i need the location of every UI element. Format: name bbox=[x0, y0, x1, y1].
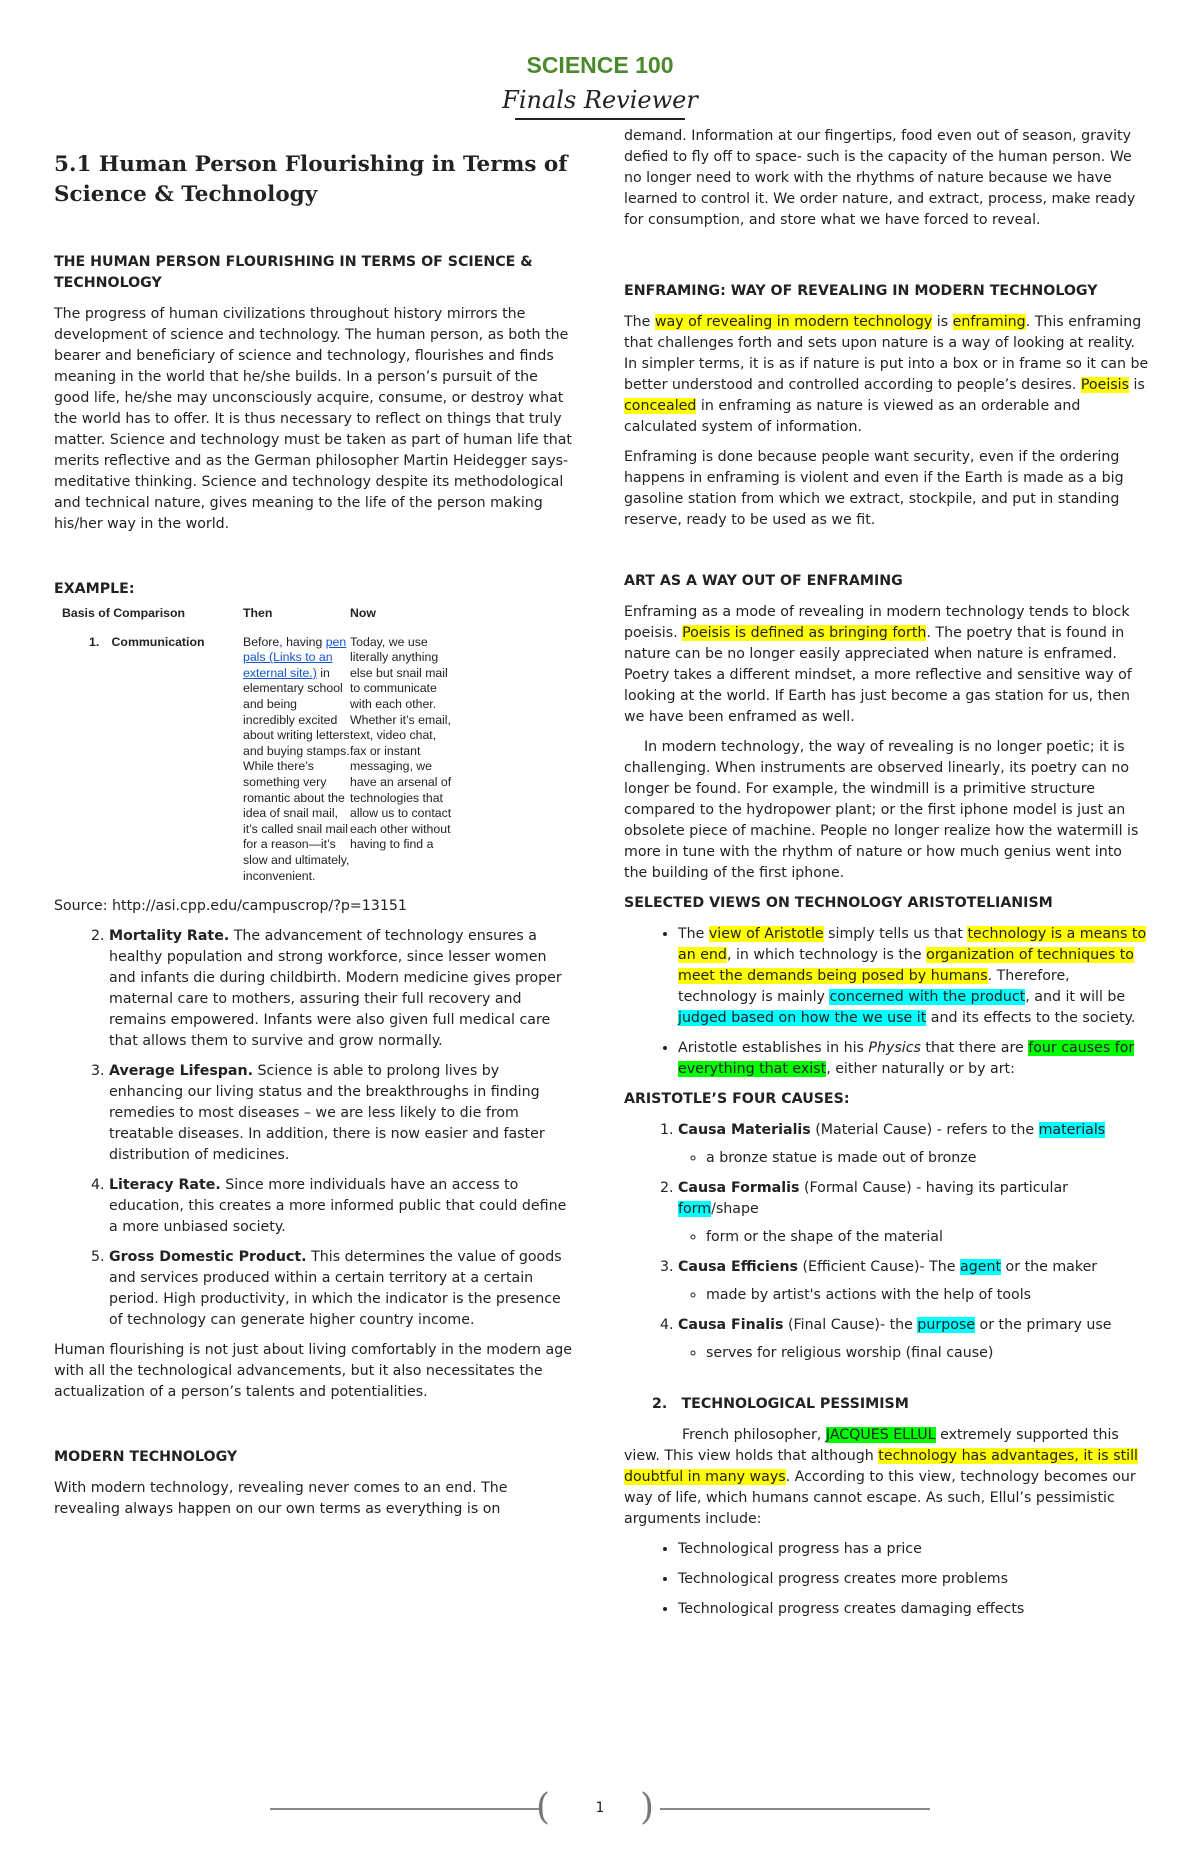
paragraph: The way of revealing in modern technology is enframing. This enframing that challenges forth and sets upon nature is a way of looking at reality. In simpler terms, it is as if nature is put into a box or in frame so it can be better understood and controlled according to people’s desires. Poeisis is concealed in enframing as nature is viewed as an orderable and calculated system of information. bbox=[624, 314, 1149, 435]
footer-bracket-left: ( bbox=[536, 1787, 551, 1828]
highlight: four causes for everything that exist bbox=[678, 1040, 1135, 1077]
page-number: 1 bbox=[595, 1800, 605, 1816]
highlight: view of Aristotle bbox=[708, 926, 824, 942]
highlight: purpose bbox=[917, 1317, 976, 1333]
footer-bracket-right: ) bbox=[640, 1787, 655, 1828]
section-heading: ENFRAMING: WAY OF REVEALING IN MODERN TECHNOLOGY bbox=[624, 283, 1098, 299]
list-item: • Technological progress creates damaging effects bbox=[678, 1599, 1149, 1620]
list-item: 3. Causa Efficiens (Efficient Cause)- The agent or the maker ◦ made by artist's actions with the help of tools bbox=[678, 1257, 1149, 1306]
sub-list-item: ◦ serves for religious worship (final cause) bbox=[706, 1343, 1149, 1364]
pessimism-list bbox=[624, 1539, 1149, 1620]
sub-list bbox=[678, 1285, 1149, 1306]
list-item-text: The advancement of technology ensures a healthy population and strong workforce, since lesser women and infants die during childbirth. Modern medicine gives proper maternal care to mothers, assuring their full recovery and remains empowered. Infants were also given full medical care that allows them to survive and grow normally. bbox=[109, 928, 562, 1050]
list-item-title: Average Lifespan. bbox=[109, 1063, 253, 1080]
reviewer-subtitle: Finals Reviewer bbox=[502, 86, 698, 114]
list-item-title: Gross Domestic Product. bbox=[109, 1249, 307, 1266]
list-item-title: Mortality Rate. bbox=[109, 928, 230, 945]
sub-list bbox=[678, 1343, 1149, 1364]
table-cell-text: in elementary school and being incredibly excited about writing letters and buying stamps. While there’s something very romantic about the idea of snail mail, it’s called snail mail for a reason—it’s slow and ultimately, inconvenient. bbox=[243, 665, 350, 883]
table-header-cell: Basis of Comparison bbox=[62, 606, 185, 620]
highlight: concerned with the product bbox=[829, 989, 1026, 1005]
highlight: concealed bbox=[624, 398, 697, 414]
list-item bbox=[109, 1247, 574, 1331]
left-column bbox=[54, 126, 574, 1529]
list-item bbox=[109, 1175, 574, 1238]
list-item-text: Since more individuals have an access to education, this creates a more informed public that could define a more unbiased society. bbox=[109, 1177, 567, 1236]
table-cell-then bbox=[243, 635, 350, 885]
highlight: materials bbox=[1038, 1122, 1106, 1138]
views-list bbox=[624, 924, 1149, 1080]
example-heading: EXAMPLE: bbox=[54, 581, 135, 597]
paragraph: Enframing is done because people want security, even if the ordering happens in enframing is violent and even if the Earth is made as a big gasoline station from which we extract, stockpile, and put in standing reserve, ready to be used as we fit. bbox=[624, 449, 1124, 528]
list-item: 1. Causa Materialis (Material Cause) - refers to the materials ◦ a bronze statue is made out of bronze bbox=[678, 1120, 1149, 1169]
highlight: JACQUES ELLUL bbox=[825, 1427, 936, 1443]
table-header-cell: Now bbox=[350, 606, 376, 620]
list-item-text: Science is able to prolong lives by enhancing our living status and the breakthroughs in finding remedies to most diseases – we are less likely to die from treatable diseases. In addition, there is now easier and faster distribution of medicines. bbox=[109, 1063, 545, 1164]
table-cell-text: Before, having bbox=[243, 634, 326, 649]
pen-pals-link[interactable]: pen pals (Links to an external site.) bbox=[243, 634, 347, 680]
paragraph: In modern technology, the way of revealing is no longer poetic; it is challenging. When instruments are observed linearly, its poetry can no longer be found. For example, the windmill is a primitive structure compared to the hydropower plant; or the first iphone model is just an obsolete piece of machine. People no longer realize how the watermill is more in tune with the rhythm of nature or how much genius went into the building of the first iphone. bbox=[624, 739, 1139, 881]
highlight: form bbox=[678, 1201, 712, 1217]
highlight: Poeisis bbox=[1080, 377, 1129, 393]
highlight: technology has advantages, it is still doubtful in many ways bbox=[624, 1448, 1138, 1485]
highlight: agent bbox=[960, 1259, 1002, 1275]
list-item-text: This determines the value of goods and services produced within a certain territory at a certain period. High productivity, in which the indicator is the presence of technology can generate higher country income. bbox=[109, 1249, 562, 1329]
highlight: technology is a means to an end bbox=[678, 926, 1147, 963]
footer-rule-left bbox=[270, 1808, 540, 1810]
list-item: • The view of Aristotle simply tells us that technology is a means to an end, in which technology is the organization of techniques to meet the demands being posed by humans. Therefore, technology is mainly concerned with the product, and it will be judged based on how the we use it and its effects to the society. bbox=[678, 924, 1149, 1029]
paragraph: demand. Information at our fingertips, food even out of season, gravity defied to fly off to space- such is the capacity of the human person. We no longer need to work with the rhythms of nature because we have learned to control it. We order nature, and extract, process, make ready for consumption, and store what we have forced to reveal. bbox=[624, 128, 1136, 228]
list-item-title: Literacy Rate. bbox=[109, 1177, 221, 1194]
list-item: 4. Causa Finalis (Final Cause)- the purpose or the primary use ◦ serves for religious worship (final cause) bbox=[678, 1315, 1149, 1364]
highlight: way of revealing in modern technology bbox=[654, 314, 933, 330]
section-heading: ART AS A WAY OUT OF ENFRAMING bbox=[624, 573, 903, 589]
causes-list bbox=[624, 1120, 1149, 1364]
indicator-list bbox=[54, 926, 574, 1331]
list-item bbox=[109, 926, 574, 1052]
subtitle-underline bbox=[515, 118, 685, 120]
sub-list bbox=[678, 1227, 1149, 1248]
sub-list bbox=[678, 1148, 1149, 1169]
course-title: SCIENCE 100 bbox=[526, 52, 674, 78]
highlight: enframing bbox=[952, 314, 1026, 330]
section-heading: MODERN TECHNOLOGY bbox=[54, 1449, 238, 1466]
section-heading: SELECTED VIEWS ON TECHNOLOGY ARISTOTELIANISM bbox=[624, 895, 1053, 911]
list-item: • Aristotle establishes in his Physics that there are four causes for everything that exist, either naturally or by art: bbox=[678, 1038, 1149, 1080]
highlight: organization of techniques to meet the demands being posed by humans bbox=[678, 947, 1134, 984]
section-heading: 2. TECHNOLOGICAL PESSIMISM bbox=[652, 1396, 909, 1412]
table-row-label: 1. Communication bbox=[89, 634, 205, 649]
comparison-table bbox=[62, 606, 574, 884]
paragraph: The progress of human civilizations throughout history mirrors the development of science and technology. The human person, as both the bearer and beneficiary of science and technology, flourishes and finds meaning in the world that he/she builds. In a person’s pursuit of the good life, he/she may unconsciously acquire, consume, or destroy what the world has to offer. It is thus necessary to reflect on things that truly matter. Science and technology must be taken as part of human life that merits reflective and as the German philosopher Martin Heidegger says- meditative thinking. Science and technology despite its methodological and technical nature, gives meaning to the life of the person making his/her way in the world. bbox=[54, 306, 572, 532]
table-row bbox=[62, 635, 574, 885]
list-item: 2. Causa Formalis (Formal Cause) - having its particular form/shape ◦ form or the shape of the material bbox=[678, 1178, 1149, 1248]
list-item: • Technological progress creates more problems bbox=[678, 1569, 1149, 1590]
table-header-row bbox=[62, 606, 574, 622]
list-item bbox=[109, 1061, 574, 1166]
paragraph: Human flourishing is not just about living comfortably in the modern age with all the technological advancements, but it also necessitates the actualization of a person’s talents and potentialities. bbox=[54, 1342, 572, 1401]
table-header-cell: Then bbox=[243, 606, 273, 620]
paragraph: Enframing as a mode of revealing in modern technology tends to block poeisis. Poeisis is defined as bringing forth. The poetry that is found in nature can be no longer easily appreciated when nature is enframed. Poetry takes a different mindset, a more reflective and sensitive way of looking at the world. If Earth has just become a gas station for us, then we have been enframed as well. bbox=[624, 604, 1132, 725]
sub-list-item: ◦ form or the shape of the material bbox=[706, 1227, 1149, 1248]
list-item: • Technological progress has a price bbox=[678, 1539, 1149, 1560]
paragraph: French philosopher, JACQUES ELLUL extremely supported this view. This view holds that although technology has advantages, it is still doubtful in many ways. According to this view, technology becomes our way of life, which humans cannot escape. As such, Ellul’s pessimistic arguments include: bbox=[624, 1427, 1138, 1527]
highlight: judged based on how the we use it bbox=[678, 1010, 927, 1026]
sub-list-item: ◦ made by artist's actions with the help of tools bbox=[706, 1285, 1149, 1306]
source-text: Source: http://asi.cpp.edu/campuscrop/?p=13151 bbox=[54, 898, 407, 915]
section-title: 5.1 Human Person Flourishing in Terms of Science & Technology bbox=[54, 152, 568, 207]
paragraph: With modern technology, revealing never comes to an end. The revealing always happen on our own terms as everything is on bbox=[54, 1480, 508, 1518]
highlight: Poeisis is defined as bringing forth bbox=[682, 625, 927, 641]
section-heading: THE HUMAN PERSON FLOURISHING IN TERMS OF SCIENCE & TECHNOLOGY bbox=[54, 254, 533, 291]
footer-rule-right bbox=[660, 1808, 930, 1810]
table-cell-now: Today, we use literally anything else but snail mail to communicate with each other. Whether it’s email, text, video chat, fax or instant messaging, we have an arsenal of technologies that allow us to contact each other without having to find a bbox=[350, 634, 452, 852]
sub-list-item: ◦ a bronze statue is made out of bronze bbox=[706, 1148, 1149, 1169]
section-heading: ARISTOTLE’S FOUR CAUSES: bbox=[624, 1091, 850, 1107]
right-column bbox=[624, 126, 1149, 1629]
